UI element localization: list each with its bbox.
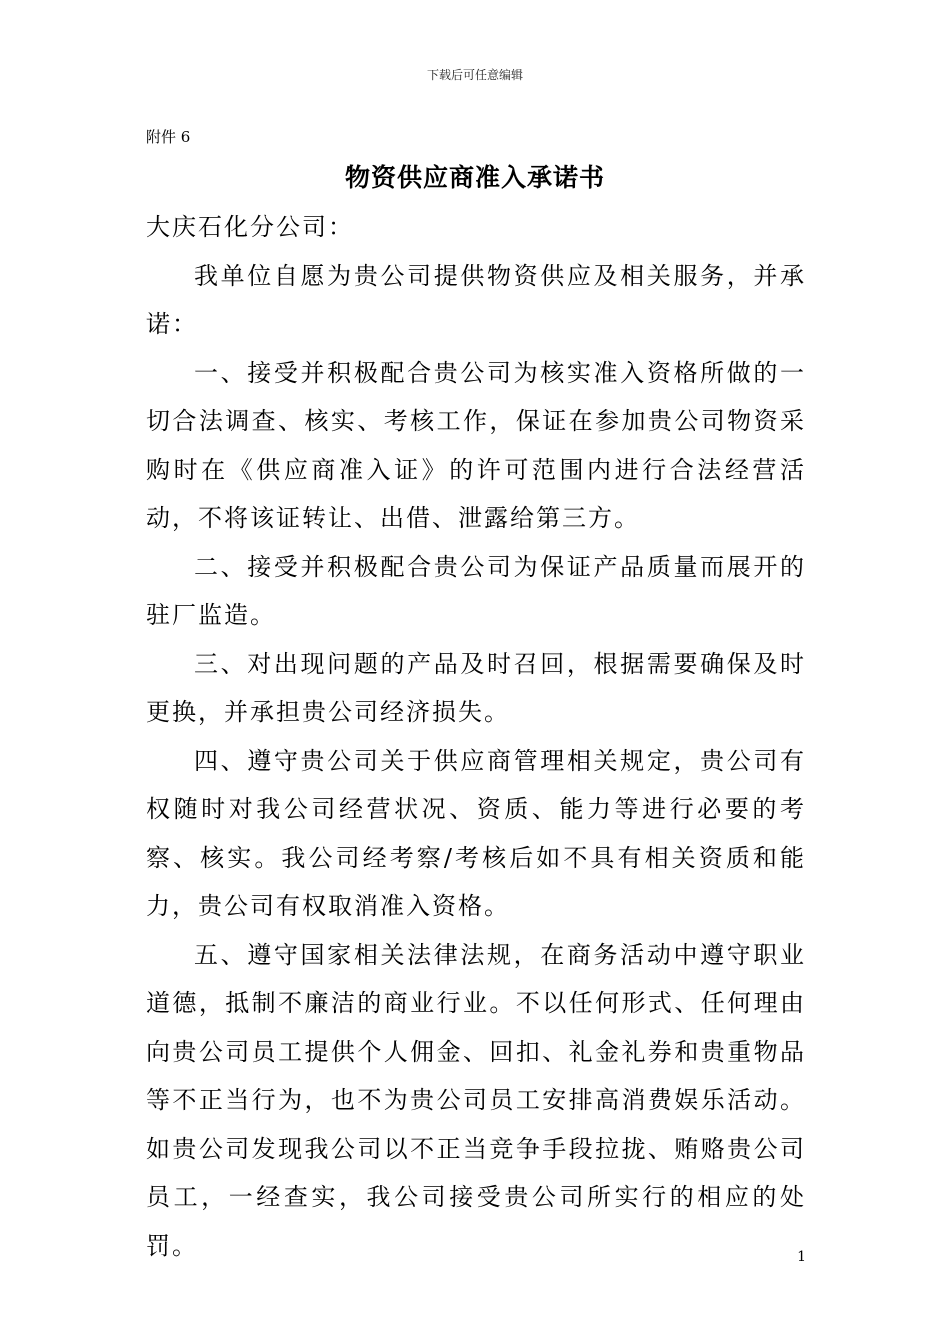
page-header-note: 下载后可任意编辑	[426, 68, 523, 82]
page-number: 1	[797, 1249, 806, 1265]
salutation: 大庆石化分公司：	[146, 213, 354, 241]
clause-5: 五、遵守国家相关法律法规，在商务活动中遵守职业道德，抵制不廉洁的商业行业。不以任何形式、任何理由向贵公司员工提供个人佣金、回扣、礼金礼券和贵重物品等不正当行为，也不为贵公司员工安排高消费娱乐活动。如贵公司发现我公司以不正当竞争手段拉拢、贿赂贵公司员工，一经查实，我公司接受贵公司所实行的相应的处罚。	[146, 940, 806, 1260]
document-body	[146, 203, 806, 1270]
clause-2: 二、接受并积极配合贵公司为保证产品质量而展开的驻厂监造。	[146, 552, 806, 629]
clause-4: 四、遵守贵公司关于供应商管理相关规定，贵公司有权随时对我公司经营状况、资质、能力等进行必要的考察、核实。我公司经考察/考核后如不具有相关资质和能力，贵公司有权取消准入资格。	[146, 746, 806, 920]
clause-3: 三、对出现问题的产品及时召回，根据需要确保及时更换，并承担贵公司经济损失。	[146, 649, 806, 726]
attachment-label: 附件 6	[146, 128, 191, 146]
intro-paragraph: 我单位自愿为贵公司提供物资供应及相关服务，并承诺：	[146, 261, 806, 338]
clause-1: 一、接受并积极配合贵公司为核实准入资格所做的一切合法调查、核实、考核工作，保证在参加贵公司物资采购时在《供应商准入证》的许可范围内进行合法经营活动，不将该证转让、出借、泄露给第三方。	[146, 358, 806, 532]
document-title: 物资供应商准入承诺书	[344, 163, 605, 192]
